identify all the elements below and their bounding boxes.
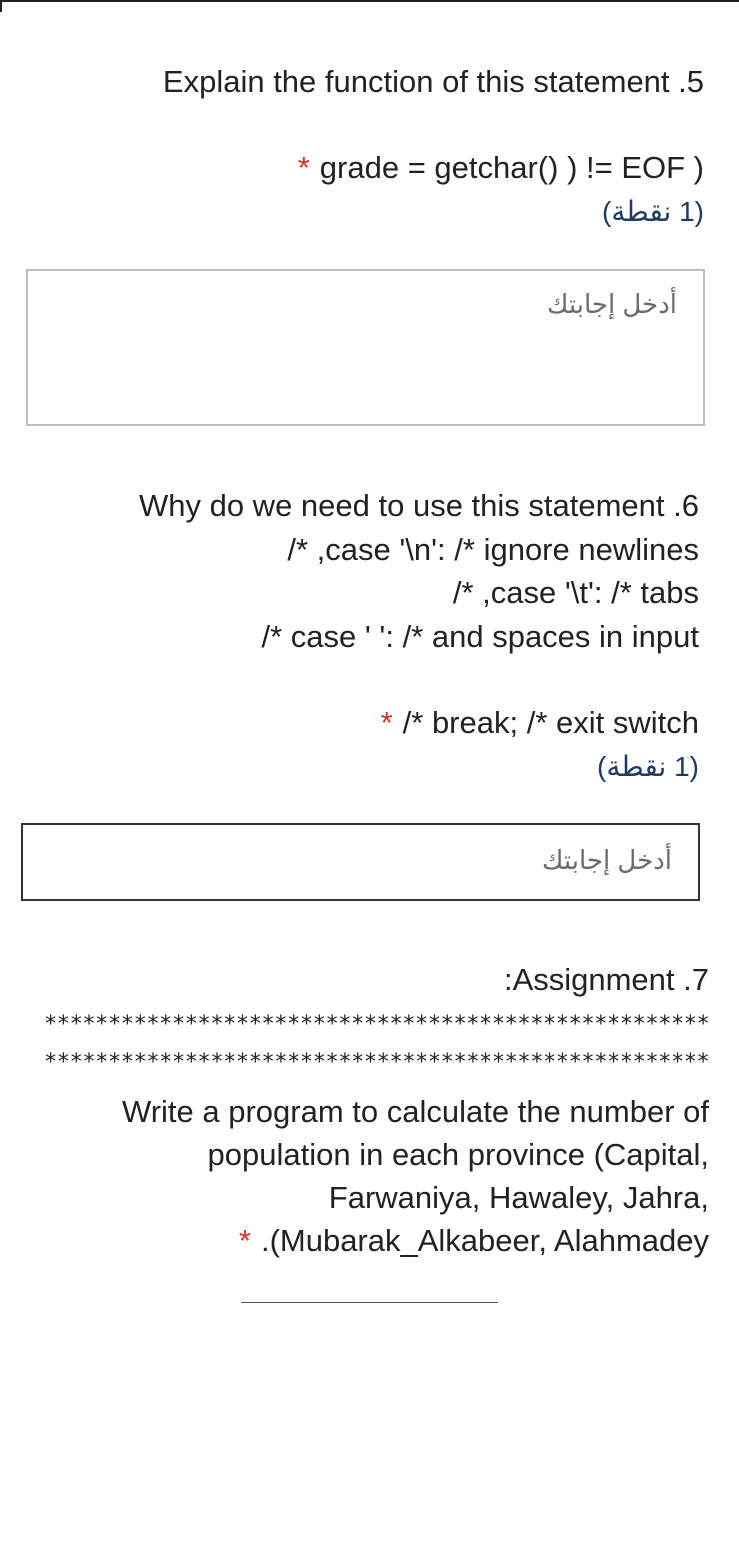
question-6-code-line-1: /* ,case '\n': /* ignore newlines bbox=[287, 532, 699, 567]
question-6-answer-input[interactable] bbox=[21, 823, 700, 901]
question-6-code-line-2: /* ,case '\t': /* tabs bbox=[452, 575, 699, 610]
question-6-last-line: /* break; /* exit switch bbox=[402, 705, 699, 740]
question-7-line-4 bbox=[239, 1221, 709, 1261]
question-7-line-1: Write a program to calculate the number of bbox=[122, 1094, 709, 1129]
question-6-points: (1 نقطة) bbox=[597, 751, 699, 782]
question-7-title: :Assignment .7 bbox=[503, 962, 709, 997]
question-5-code: grade = getchar() ) != EOF ) bbox=[319, 150, 704, 185]
answer-placeholder: أدخل إجابتك bbox=[547, 289, 677, 319]
required-asterisk: * bbox=[297, 150, 310, 185]
top-left-tick bbox=[0, 0, 2, 12]
question-6-title: Why do we need to use this statement .6 bbox=[138, 488, 699, 523]
question-7-line-3: Farwaniya, Hawaley, Jahra, bbox=[328, 1180, 709, 1215]
question-5-answer-input[interactable] bbox=[26, 269, 705, 426]
question-6-code-line-3: /* case ' ': /* and spaces in input bbox=[261, 619, 699, 654]
answer-placeholder: أدخل إجابتك bbox=[542, 845, 672, 875]
question-7-last-line: .(Mubarak_Alkabeer, Alahmadey bbox=[260, 1223, 709, 1258]
top-border-line bbox=[0, 0, 739, 2]
question-7-line-2: population in each province (Capital, bbox=[207, 1137, 709, 1172]
asterisk-separator-1: **************************************************** bbox=[44, 1012, 709, 1037]
question-5-title: Explain the function of this statement .5 bbox=[162, 64, 704, 99]
question-6-code-line-4 bbox=[381, 703, 699, 743]
required-asterisk: * bbox=[238, 1223, 251, 1258]
required-asterisk: * bbox=[380, 705, 393, 740]
question-5-code-line bbox=[298, 148, 704, 188]
asterisk-separator-2: **************************************************** bbox=[44, 1050, 709, 1075]
question-7-answer-field[interactable] bbox=[241, 1302, 498, 1303]
question-5-points: (1 نقطة) bbox=[602, 196, 704, 227]
